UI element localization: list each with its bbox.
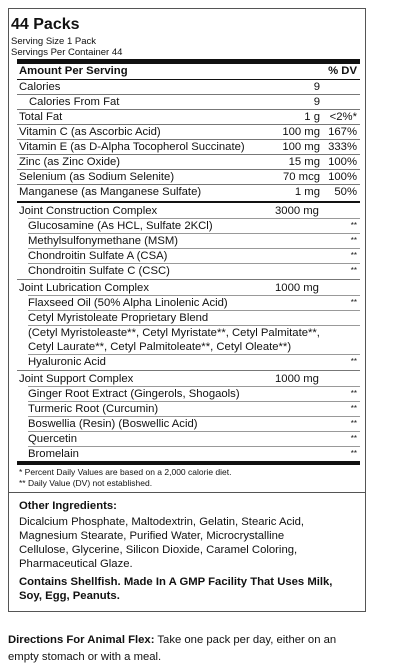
ingredient-row (28, 355, 357, 369)
percent-footnote: * Percent Daily Values are based on a 2,000 calorie diet. (19, 467, 232, 477)
other-ingredients-line: Magnesium Stearate, Purified Water, Microcrystalline (19, 530, 285, 542)
ingredient-row (28, 296, 357, 310)
ingredient-dv: ** (350, 298, 357, 307)
ingredient-name: Flaxseed Oil (50% Alpha Linolenic Acid) (28, 297, 228, 309)
ingredient-row (28, 387, 357, 401)
ingredient-name: Boswellia (Resin) (Boswellic Acid) (28, 418, 198, 430)
calories-label: Calories (19, 81, 61, 93)
divider (17, 370, 360, 371)
allergen-statement: Soy, Egg, Peanuts. (19, 590, 120, 602)
divider (8, 492, 366, 493)
nutrient-row (19, 155, 357, 169)
total-fat-amount: 1 g (304, 111, 320, 123)
joint-construction-amount: 3000 mg (275, 205, 319, 217)
cetyl-blend-label: Cetyl Myristoleate Proprietary Blend (28, 312, 209, 324)
nutrient-row (19, 140, 357, 154)
other-ingredients-heading: Other Ingredients: (19, 500, 117, 512)
ingredient-dv: ** (350, 221, 357, 230)
nutrient-dv: 100% (328, 171, 357, 183)
nutrient-name: Selenium (as Sodium Selenite) (19, 171, 175, 183)
nutrient-row (19, 125, 357, 139)
directions-text: Take one pack per day, either on an (154, 634, 337, 646)
ingredient-dv: ** (350, 404, 357, 413)
directions-text: empty stomach or with a meal. (8, 651, 162, 663)
ingredient-name: Methylsulfonymethane (MSM) (28, 235, 179, 247)
ingredient-row (28, 402, 357, 416)
ingredient-row (28, 417, 357, 431)
ingredient-row (28, 432, 357, 446)
allergen-statement: Contains Shellfish. Made In A GMP Facility That Uses Milk, (19, 576, 333, 588)
thick-divider (17, 461, 360, 465)
joint-lubrication-row (19, 281, 357, 295)
calories-amount: 9 (313, 81, 320, 93)
joint-support-label: Joint Support Complex (19, 373, 134, 385)
ingredient-name: Chondroitin Sulfate C (CSC) (28, 265, 170, 277)
servings-per-container: Servings Per Container 44 (11, 47, 123, 58)
divider (17, 279, 360, 280)
ingredient-row (28, 249, 357, 263)
nutrient-amount: 15 mg (288, 156, 320, 168)
ingredient-name: Bromelain (28, 448, 79, 460)
ingredient-dv: ** (350, 434, 357, 443)
directions-label: Directions For Animal Flex: (8, 634, 155, 646)
nutrient-amount: 100 mg (282, 126, 320, 138)
nutrient-row (19, 170, 357, 184)
ingredient-dv: ** (350, 449, 357, 458)
nutrient-name: Manganese (as Manganese Sulfate) (19, 186, 202, 198)
directions (8, 632, 408, 666)
cetyl-blend-detail: (Cetyl Myristoleaste**, Cetyl Myristate**, Cetyl Palmitate**, (28, 327, 320, 339)
nutrient-dv: 50% (334, 186, 357, 198)
total-fat-dv: <2%* (329, 111, 357, 123)
joint-construction-label: Joint Construction Complex (19, 205, 158, 217)
nutrient-name: Vitamin C (as Ascorbic Acid) (19, 126, 161, 138)
ingredient-dv: ** (350, 251, 357, 260)
joint-lubrication-label: Joint Lubrication Complex (19, 282, 149, 294)
nutrient-dv: 100% (328, 156, 357, 168)
ingredient-name: Turmeric Root (Curcumin) (28, 403, 159, 415)
nutrient-amount: 100 mg (282, 141, 320, 153)
ingredient-dv: ** (350, 236, 357, 245)
ingredient-row (28, 219, 357, 233)
ingredient-name: Chondroitin Sulfate A (CSA) (28, 250, 168, 262)
section-divider (17, 201, 360, 203)
ingredient-name: Quercetin (28, 433, 77, 445)
dv-header-label: % DV (328, 65, 357, 77)
nutrient-amount: 70 mcg (282, 171, 320, 183)
dv-footnote: ** Daily Value (DV) not established. (19, 478, 153, 488)
nutrient-dv: 167% (328, 126, 357, 138)
nutrient-dv: 333% (328, 141, 357, 153)
calories-from-fat-row (29, 95, 357, 109)
other-ingredients-line: Pharmaceutical Glaze. (19, 558, 133, 570)
ingredient-row (28, 447, 357, 461)
ingredient-row (28, 264, 357, 278)
nutrient-name: Vitamin E (as D-Alpha Tocopherol Succinate) (19, 141, 245, 153)
nutrient-amount: 1 mg (294, 186, 320, 198)
amount-per-serving-label: Amount Per Serving (19, 65, 128, 77)
ingredient-name: Hyaluronic Acid (28, 356, 106, 368)
ingredient-dv: ** (350, 357, 357, 366)
joint-support-row (19, 372, 357, 386)
amount-header-row (19, 64, 357, 78)
ingredient-dv: ** (350, 389, 357, 398)
other-ingredients-line: Cellulose, Glycerine, Silicon Dioxide, Caramel Coloring, (19, 544, 298, 556)
calories-row (19, 80, 357, 94)
joint-construction-row (19, 204, 357, 218)
pack-count-title: 44 Packs (11, 16, 80, 33)
ingredient-name: Ginger Root Extract (Gingerols, Shogaols) (28, 388, 240, 400)
ingredient-name: Glucosamine (As HCL, Sulfate 2KCl) (28, 220, 213, 232)
other-ingredients-line: Dicalcium Phosphate, Maltodextrin, Gelatin, Stearic Acid, (19, 516, 305, 528)
total-fat-label: Total Fat (19, 111, 63, 123)
ingredient-row (28, 234, 357, 248)
ingredient-dv: ** (350, 266, 357, 275)
joint-lubrication-amount: 1000 mg (275, 282, 319, 294)
serving-size: Serving Size 1 Pack (11, 36, 97, 47)
calories-from-fat-label: Calories From Fat (29, 96, 120, 108)
nutrient-name: Zinc (as Zinc Oxide) (19, 156, 121, 168)
joint-support-amount: 1000 mg (275, 373, 319, 385)
calories-from-fat-amount: 9 (313, 96, 320, 108)
nutrient-row (19, 185, 357, 199)
total-fat-row (19, 110, 357, 124)
cetyl-blend-detail: Cetyl Laurate**, Cetyl Palmitoleate**, Cetyl Oleate**) (28, 341, 292, 353)
ingredient-dv: ** (350, 419, 357, 428)
